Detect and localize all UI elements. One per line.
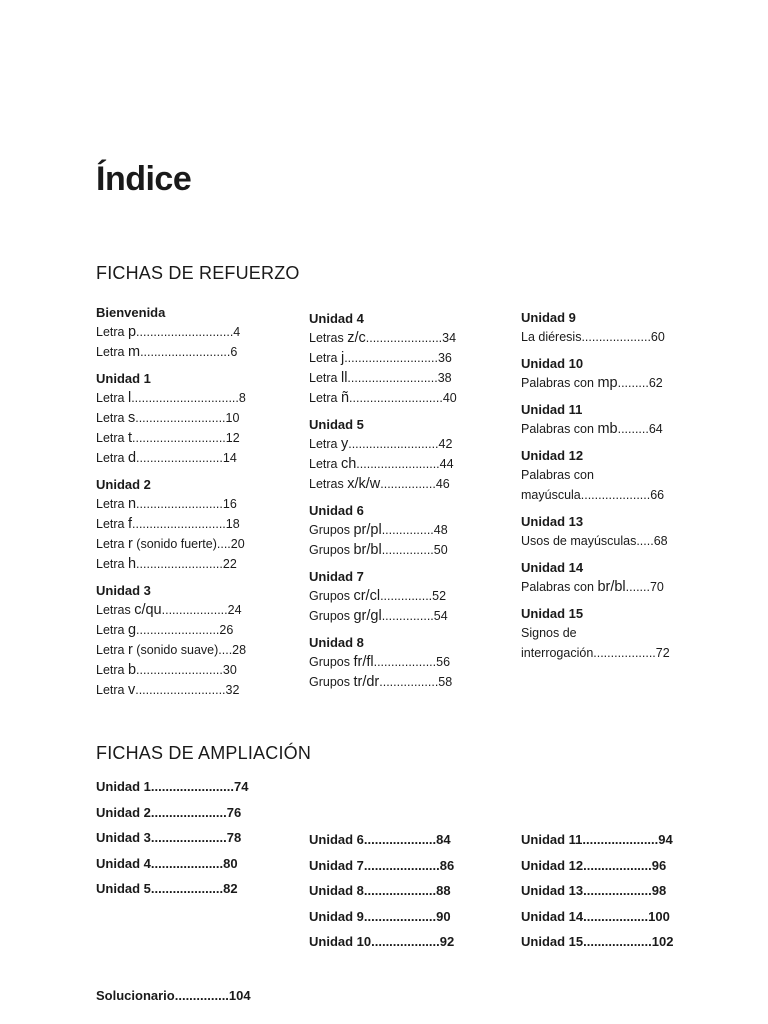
- toc-entry[interactable]: [96, 600, 276, 620]
- leader-dots: ...............................: [131, 391, 239, 405]
- leader-dots: ..................: [593, 646, 656, 660]
- entry-label: Unidad 7: [309, 857, 364, 873]
- page-number: 32: [225, 683, 240, 697]
- page-number: 88: [436, 883, 451, 898]
- leader-dots: ...........................: [344, 351, 438, 365]
- entry-key: l: [127, 390, 132, 406]
- leader-dots: ....................: [581, 330, 651, 344]
- page-number: 102: [651, 934, 674, 949]
- entry-label: Unidad 11: [521, 832, 583, 847]
- entry-label: Letra: [309, 371, 341, 385]
- entry-text-line: Palabras con: [521, 468, 594, 482]
- entry-key: n: [127, 496, 137, 512]
- page-number: 52: [432, 589, 447, 603]
- page-number: 20: [230, 537, 245, 551]
- toc-entry[interactable]: [96, 774, 276, 800]
- toc-entry[interactable]: [309, 454, 489, 474]
- leader-dots: ....................: [363, 832, 437, 847]
- unit-heading: Unidad 10: [521, 356, 584, 371]
- entry-label: La diéresis: [521, 330, 582, 344]
- entry-key: gr/gl: [353, 608, 382, 624]
- page-number: 100: [648, 908, 670, 924]
- page-number: 80: [223, 855, 238, 871]
- ampliacion-column-1: [96, 774, 276, 902]
- page-number: 12: [225, 431, 240, 445]
- leader-dots: ..................: [373, 655, 437, 669]
- toc-entry[interactable]: [309, 434, 489, 454]
- toc-entry[interactable]: [309, 606, 489, 626]
- entry-label: Letra: [96, 451, 128, 465]
- leader-dots: ......................: [365, 331, 443, 345]
- page-number: 16: [222, 497, 237, 511]
- entry-label: Unidad 15: [521, 934, 584, 949]
- entry-label: Letra: [309, 457, 341, 471]
- page-number: 72: [655, 646, 670, 660]
- entry-label: interrogación: [521, 646, 594, 660]
- entry-text-line: Signos de: [521, 626, 577, 640]
- leader-dots: ...................: [583, 883, 652, 898]
- ampliacion-column-2: [309, 827, 489, 955]
- toc-entry[interactable]: [309, 348, 489, 368]
- entry-label: Unidad 2: [96, 804, 151, 820]
- page-number: 30: [222, 663, 237, 677]
- leader-dots: .....................: [582, 832, 659, 847]
- toc-entry[interactable]: [309, 368, 489, 388]
- leader-dots: ..........................: [135, 683, 226, 697]
- leader-dots: ....................: [580, 488, 651, 502]
- leader-dots: (sonido suave)....: [132, 643, 233, 657]
- toc-entry[interactable]: [96, 408, 276, 428]
- leader-dots: ...........................: [132, 517, 226, 531]
- toc-entry[interactable]: [521, 827, 701, 853]
- leader-dots: ..........................: [135, 411, 226, 425]
- entry-label: mayúscula: [521, 488, 581, 502]
- toc-entry[interactable]: [96, 554, 276, 574]
- toc-entry[interactable]: [309, 904, 489, 930]
- page-number: 42: [438, 437, 453, 451]
- page-number: 104: [228, 988, 251, 1003]
- toc-entry[interactable]: [309, 853, 489, 879]
- entry-key: x/k/w: [347, 476, 381, 492]
- leader-dots: .........................: [136, 557, 223, 571]
- unit-heading: Unidad 8: [309, 635, 364, 650]
- entry-label: Letra: [96, 325, 128, 339]
- entry-key: pr/pl: [353, 522, 382, 538]
- page-number: 70: [649, 580, 664, 594]
- entry-label: Letras: [309, 331, 348, 345]
- entry-label: Palabras con: [521, 422, 598, 436]
- toc-entry[interactable]: [309, 474, 489, 494]
- entry-key: c/qu: [134, 602, 162, 618]
- toc-entry[interactable]: [96, 388, 276, 408]
- entry-key: fr/fl: [353, 654, 374, 670]
- leader-dots: ...........................: [132, 431, 226, 445]
- entry-label: Unidad 8: [309, 883, 364, 898]
- page-number: 62: [648, 376, 663, 390]
- entry-key: r: [127, 642, 133, 658]
- entry-key: ch: [340, 456, 357, 472]
- page-number: 34: [442, 331, 457, 345]
- toc-entry[interactable]: [96, 494, 276, 514]
- entry-key: br/bl: [597, 579, 626, 595]
- leader-dots: ...................: [583, 857, 652, 873]
- leader-dots: .........: [617, 376, 649, 390]
- toc-entry[interactable]: [309, 388, 489, 408]
- page-number: 18: [225, 517, 240, 531]
- solucionario-label: Solucionario: [96, 988, 175, 1003]
- leader-dots: ....................: [150, 855, 224, 871]
- refuerzo-column-1: [96, 303, 276, 700]
- entry-label: Letra: [96, 411, 128, 425]
- leader-dots: (sonido fuerte)....: [132, 537, 231, 551]
- entry-label: Letra: [96, 623, 128, 637]
- page-number: 22: [222, 557, 237, 571]
- page-number: 66: [650, 488, 665, 502]
- entry-key: t: [127, 430, 132, 446]
- refuerzo-column-3: [521, 308, 701, 663]
- entry-label: Letra: [96, 497, 128, 511]
- page-number: 96: [651, 857, 667, 873]
- unit-heading: Unidad 9: [521, 310, 576, 325]
- leader-dots: ...............: [381, 543, 434, 557]
- leader-dots: ..........................: [140, 345, 231, 359]
- page-number: 48: [433, 523, 448, 537]
- leader-dots: ........................: [356, 457, 440, 471]
- entry-key: r: [127, 536, 133, 552]
- leader-dots: .......: [625, 580, 650, 594]
- unit-heading: Unidad 1: [96, 371, 151, 386]
- entry-key: br/bl: [353, 542, 382, 558]
- entry-label: Unidad 12: [521, 857, 584, 873]
- entry-label: Grupos: [309, 655, 354, 669]
- page-number: 4: [233, 325, 241, 339]
- toc-entry[interactable]: [309, 672, 489, 692]
- toc-entry[interactable]: [309, 929, 489, 955]
- page-number: 36: [437, 351, 452, 365]
- leader-dots: ...............: [381, 609, 434, 623]
- unit-heading: Unidad 4: [309, 311, 364, 326]
- toc-entry[interactable]: [96, 620, 276, 640]
- entry-label: Palabras con: [521, 376, 598, 390]
- entry-key: mp: [597, 375, 618, 391]
- entry-label: Unidad 5: [96, 881, 151, 896]
- page-number: 26: [219, 623, 234, 637]
- leader-dots: .........: [617, 422, 649, 436]
- unit-heading: Unidad 15: [521, 606, 584, 621]
- toc-entry[interactable]: [521, 373, 701, 393]
- page-number: 86: [439, 857, 455, 873]
- toc-entry[interactable]: [96, 514, 276, 534]
- entry-label: Letra: [309, 391, 341, 405]
- leader-dots: ...................: [161, 603, 228, 617]
- entry-key: h: [127, 556, 137, 572]
- entry-key: b: [127, 662, 137, 678]
- toc-entry[interactable]: [521, 929, 701, 955]
- page-number: 46: [435, 477, 450, 491]
- entry-label: Unidad 13: [521, 883, 584, 898]
- entry-key: f: [127, 516, 132, 532]
- page-number: 78: [226, 830, 242, 845]
- entry-key: v: [127, 682, 136, 698]
- entry-key: y: [340, 436, 349, 452]
- entry-label: Letra: [96, 557, 128, 571]
- leader-dots: ...............: [380, 589, 433, 603]
- leader-dots: ..........................: [347, 371, 438, 385]
- entry-label: Unidad 14: [521, 908, 584, 924]
- leader-dots: .........................: [136, 663, 223, 677]
- entry-label: Unidad 3: [96, 830, 151, 845]
- toc-entry[interactable]: [521, 643, 701, 663]
- solucionario-entry[interactable]: [96, 983, 276, 1009]
- leader-dots: .........................: [136, 497, 223, 511]
- entry-key: d: [127, 450, 137, 466]
- leader-dots: .................: [379, 675, 439, 689]
- unit-heading: Unidad 14: [521, 560, 584, 575]
- toc-entry[interactable]: [521, 419, 701, 439]
- entry-label: Letra: [96, 683, 128, 697]
- unit-heading: Unidad 6: [309, 503, 364, 518]
- toc-entry[interactable]: [521, 904, 701, 930]
- entry-label: Letra: [96, 345, 128, 359]
- leader-dots: .....: [636, 534, 654, 548]
- entry-label: Unidad 9: [309, 908, 364, 924]
- toc-entry[interactable]: [96, 428, 276, 448]
- toc-entry[interactable]: [96, 448, 276, 468]
- entry-key: j: [340, 350, 345, 366]
- entry-label: Palabras con: [521, 580, 598, 594]
- entry-label: Unidad 1: [96, 779, 151, 794]
- page-number: 54: [433, 609, 448, 623]
- page-number: 84: [436, 832, 451, 847]
- entry-label: Letras: [96, 603, 135, 617]
- toc-entry[interactable]: [309, 652, 489, 672]
- entry-key: m: [127, 344, 141, 360]
- leader-dots: ............................: [136, 325, 234, 339]
- toc-entry[interactable]: [96, 660, 276, 680]
- leader-dots: ..........................: [348, 437, 439, 451]
- toc-entry[interactable]: [96, 851, 276, 877]
- leader-dots: .....................: [150, 804, 227, 820]
- entry-key: z/c: [347, 330, 366, 346]
- toc-entry[interactable]: [521, 853, 701, 879]
- leader-dots: ...................: [583, 934, 652, 949]
- leader-dots: ................: [380, 477, 436, 491]
- toc-entry[interactable]: [309, 540, 489, 560]
- unit-heading: Unidad 13: [521, 514, 584, 529]
- refuerzo-column-2: [309, 309, 489, 692]
- entry-key: cr/cl: [353, 588, 381, 604]
- toc-entry[interactable]: [96, 342, 276, 362]
- ampliacion-column-3: [521, 827, 701, 955]
- leader-dots: .......................: [150, 779, 234, 794]
- page-number: 50: [433, 543, 448, 557]
- entry-label: Letra: [96, 517, 128, 531]
- leader-dots: .....................: [363, 857, 440, 873]
- toc-entry[interactable]: [521, 485, 701, 505]
- toc-entry[interactable]: [521, 878, 701, 904]
- entry-key: s: [127, 410, 136, 426]
- leader-dots: ...................: [371, 934, 440, 949]
- entry-label: Letra: [96, 391, 128, 405]
- leader-dots: .........................: [136, 451, 223, 465]
- page-number: 38: [437, 371, 452, 385]
- leader-dots: ...............: [381, 523, 434, 537]
- entry-label: Letra: [309, 351, 341, 365]
- page-number: 56: [436, 655, 451, 669]
- toc-entry[interactable]: [309, 827, 489, 853]
- entry-label: Letra: [96, 537, 128, 551]
- unit-heading: Unidad 2: [96, 477, 151, 492]
- page-number: 76: [226, 804, 242, 820]
- entry-key: mb: [597, 421, 618, 437]
- entry-key: tr/dr: [353, 674, 380, 690]
- toc-entry[interactable]: [96, 825, 276, 851]
- page-number: 90: [436, 908, 451, 924]
- unit-heading: Unidad 11: [521, 402, 583, 417]
- page-number: 24: [227, 603, 242, 617]
- toc-entry[interactable]: [521, 327, 701, 347]
- section-heading-refuerzo: FICHAS DE REFUERZO: [96, 263, 300, 283]
- entry-key: p: [127, 324, 137, 340]
- page-number: 64: [648, 422, 663, 436]
- leader-dots: ...............: [174, 988, 229, 1003]
- page-number: 60: [650, 330, 665, 344]
- entry-label: Grupos: [309, 589, 354, 603]
- entry-label: Unidad 6: [309, 832, 364, 847]
- page-number: 8: [238, 391, 246, 405]
- entry-label: Unidad 4: [96, 855, 151, 871]
- page-number: 68: [653, 534, 668, 548]
- toc-entry[interactable]: [309, 328, 489, 348]
- leader-dots: ....................: [363, 883, 437, 898]
- entry-label: Letra: [96, 663, 128, 677]
- page-number: 10: [225, 411, 240, 425]
- toc-entry[interactable]: [521, 531, 701, 551]
- leader-dots: ....................: [363, 908, 437, 924]
- unit-heading: Unidad 12: [521, 448, 584, 463]
- unit-heading: Unidad 7: [309, 569, 364, 584]
- toc-entry[interactable]: [309, 586, 489, 606]
- leader-dots: ........................: [136, 623, 220, 637]
- page-title: Índice: [96, 160, 192, 198]
- unit-heading: Unidad 3: [96, 583, 151, 598]
- entry-label: Unidad 10: [309, 934, 372, 949]
- leader-dots: ...........................: [349, 391, 443, 405]
- entry-label: Usos de mayúsculas: [521, 534, 637, 548]
- entry-label: Letra: [96, 431, 128, 445]
- page-number: 44: [439, 457, 454, 471]
- toc-entry[interactable]: [309, 878, 489, 904]
- toc-entry[interactable]: [96, 640, 276, 660]
- toc-entry[interactable]: [96, 534, 276, 554]
- toc-entry[interactable]: [521, 577, 701, 597]
- page-number: 40: [442, 391, 457, 405]
- entry-label: Letras: [309, 477, 348, 491]
- page-number: 82: [223, 881, 238, 896]
- toc-entry[interactable]: [96, 800, 276, 826]
- unit-heading: Unidad 5: [309, 417, 364, 432]
- page-number: 98: [651, 883, 667, 898]
- leader-dots: ..................: [583, 908, 649, 924]
- entry-label: Grupos: [309, 543, 354, 557]
- page-number: 94: [658, 832, 673, 847]
- entry-label: Letra: [96, 643, 128, 657]
- page-number: 92: [439, 934, 455, 949]
- toc-entry[interactable]: [309, 520, 489, 540]
- page-number: 28: [232, 643, 247, 657]
- page-number: 14: [222, 451, 237, 465]
- entry-label: Grupos: [309, 523, 354, 537]
- entry-label: Grupos: [309, 609, 354, 623]
- entry-key: ll: [340, 370, 348, 386]
- toc-entry[interactable]: [96, 322, 276, 342]
- section-heading-ampliacion: FICHAS DE AMPLIACIÓN: [96, 743, 312, 763]
- leader-dots: ....................: [150, 881, 224, 896]
- page-number: 74: [233, 779, 249, 794]
- leader-dots: .....................: [150, 830, 227, 845]
- unit-heading: Bienvenida: [96, 305, 166, 320]
- entry-key: g: [127, 622, 137, 638]
- toc-entry[interactable]: [96, 876, 276, 902]
- page-number: 58: [438, 675, 453, 689]
- toc-entry[interactable]: [96, 680, 276, 700]
- entry-key: ñ: [340, 390, 350, 406]
- entry-label: Grupos: [309, 675, 354, 689]
- entry-label: Letra: [309, 437, 341, 451]
- page-number: 6: [230, 345, 238, 359]
